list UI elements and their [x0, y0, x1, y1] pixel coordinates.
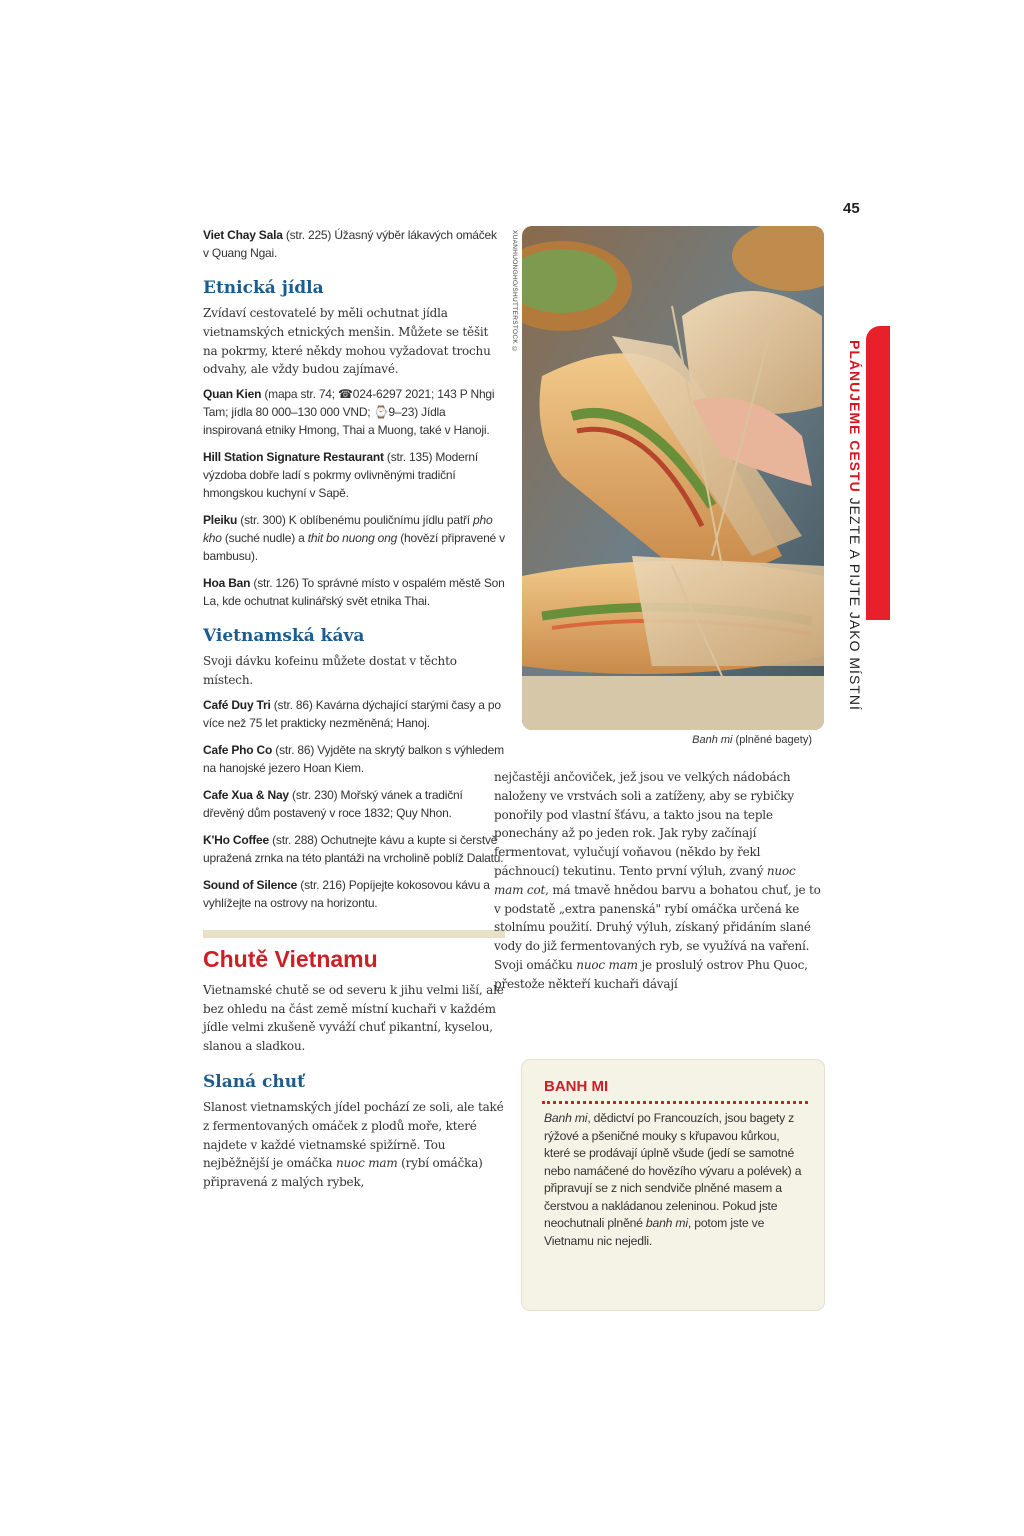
banh-mi-illustration: [522, 226, 824, 730]
banh-mi-sidebar-box: [522, 1060, 824, 1310]
box-text: Banh mi, dědictví po Francouzích, jsou bagety z rýžové a pšeničné mouky s křupavou kůrkou, které se prodávají úplně všude (jedí se samotné nebo namáčené do hovězího vývaru a polévek) a připravují se z nich sendviče plněné masem a čerstvou a nakládanou zeleninou. Pokud jste neochutnali plněné banh mi, potom jste ve Vietnamu nic nejedli.: [544, 1111, 802, 1248]
left-column: [203, 226, 505, 1198]
dotted-divider: [542, 1101, 808, 1104]
listing-quan-kien: Quan Kien (mapa str. 74; ☎024-6297 2021; 143 P Nhgi Tam; jídla 80 000–130 000 VND; ⌚9–23) Jídla inspirovaná etniky Hmong, Thai a Muong, také v Hanoji.: [203, 387, 495, 438]
listing-hoa-ban: Hoa Ban (str. 126) To správné místo v ospalém městě Son La, kde ochutnat kulinářský svět etnika Thai.: [203, 576, 505, 609]
listing-pleiku: Pleiku (str. 300) K oblíbenému pouličnímu jídlu patří pho kho (suché nudle) a thit bo nuong ong (hovězí připravené v bambusu).: [203, 513, 505, 564]
heading-vietnamese-coffee: Vietnamská káva: [203, 626, 365, 647]
salty-paragraph: Slanost vietnamských jídel pochází ze soli, ale také z fermentovaných omáček z plodů moře, které najdete v každé vietnamské spižírně. Tou nejběžnější je omáčka nuoc mam (rybí omáčka) připravená z malých rybek,: [203, 1099, 504, 1190]
listing-cafe-duy-tri: Café Duy Tri (str. 86) Kavárna dýchající starými časy a po více než 75 let prakticky nezměněná; Hanoj.: [203, 697, 501, 730]
section-running-head: [839, 340, 863, 760]
photo-credit: XUANHUONGHO/SHUTTERSTOCK ©: [511, 230, 518, 354]
section-tab-marker: [866, 326, 890, 620]
section-divider: [203, 930, 505, 938]
ethnic-intro: Zvídaví cestovatelé by měli ochutnat jídla vietnamských etnických menšin. Můžete se těšit na pokrmy, které někdy mohou vyžadovat trochu odvahy, ale vždy budou zajímavé.: [203, 306, 491, 377]
heading-tastes-of-vietnam: Chutě Vietnamu: [203, 945, 378, 972]
listing-kho-coffee: K'Ho Coffee (str. 288) Ochutnejte kávu a kupte si čerstvě upražená zrnka na této plantáži na vrcholině poblíž Dalatu.: [203, 832, 504, 865]
section-name: PLÁNUJEME CESTU: [847, 340, 863, 493]
box-title: BANH MI: [544, 1078, 609, 1095]
photo-caption: Banh mi (plněné bagety): [692, 734, 812, 746]
listing-hill-station: Hill Station Signature Restaurant (str. 135) Moderní výzdoba dobře ladí s pokrmy ovlivněnými tradiční hmongskou kuchyní v Sapě.: [203, 450, 479, 501]
coffee-intro: Svoji dávku kofeinu můžete dostat v těchto místech.: [203, 654, 457, 687]
listing-sound-of-silence: Sound of Silence (str. 216) Popíjejte kokosovou kávu a vyhlížejte na ostrovy na horizontu.: [203, 877, 490, 910]
heading-ethnic-food: Etnická jídla: [203, 278, 324, 298]
right-column-text: [494, 768, 824, 1000]
heading-salty-taste: Slaná chuť: [203, 1071, 305, 1092]
listing-cafe-pho-co: Cafe Pho Co (str. 86) Vyjděte na skrytý balkon s výhledem na hanojské jezero Hoan Kiem.: [203, 742, 504, 775]
listing-cafe-xua-nay: Cafe Xua & Nay (str. 230) Mořský vánek a tradiční dřevěný dům postavený v roce 1832; Quy Nhon.: [203, 787, 463, 820]
fish-sauce-paragraph: nejčastěji ančoviček, jež jsou ve velkých nádobách naloženy ve vrstvách soli a zatíženy, aby se rybičky ponořily pod vlastní šťávu, a takto jsou na teple ponechány až po jeden rok. Jak ryby začínají fermentovat, vylučují voňavou (někdo by řekl páchnoucí) tekutinu. Tento první výluh, zvaný nuoc mam cot, má tmavě hnědou barvu a bohatou chuť, je to v podstatě „extra panenská" rybí omáčka určená ke stolnímu použití. Druhý výluh, získaný přidáním slané vody do již fermentovaných ryb, se využívá na vaření. Svoji omáčku nuoc mam je proslulý ostrov Phu Quoc, přestože někteří kuchaři dávají: [494, 770, 821, 991]
tastes-intro: Vietnamské chutě se od severu k jihu velmi liší, ale bez ohledu na část země místní kuchaři v každém jídle velmi zkušeně vyváží chuť pikantní, kyselou, slanou a sladkou.: [203, 982, 504, 1054]
page-number: 45: [843, 200, 860, 217]
banh-mi-photo: [522, 226, 824, 730]
listing-viet-chay-sala: Viet Chay Sala (str. 225) Úžasný výběr lákavých omáček v Quang Ngai.: [203, 228, 497, 260]
chapter-name: JEZTE A PIJTE JAKO MÍSTNÍ: [847, 492, 863, 711]
